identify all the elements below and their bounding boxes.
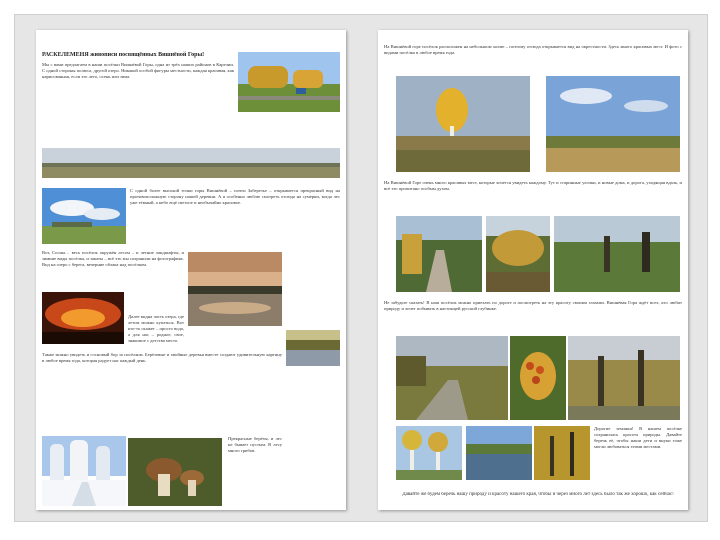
country-road-photo <box>396 336 508 420</box>
paragraph-bay: Далее видна часть озера, где летом можно купаться. Вот кто-то скажет – просто вода, а для нас – родное, свое, знакомое с детства место. <box>128 314 184 343</box>
intro-paragraph: Мы с вами предлагаем в наши посёлки Вишнёвой Горы, одна из трёх наших районов в Карелии. С одной стороны полюса, другой озеро. Никакой особой фигуры местности, каждая красивая, как нарисованная, если это лето, осень или зима. <box>42 62 234 79</box>
paragraph-mushrooms: Прекрасные берёзы, и лес не бывает пустым. В лесу много грибов. <box>228 436 282 453</box>
mushrooms-photo <box>128 438 222 506</box>
paragraph-view: С одной более высокой точки горы Вишнёвой – почти Заберезье – открывается прекрасный вид на противоположную сторону нашей деревни. А я особенно люблю смотреть отсюда на сумерки, когда лес уже тёмный, а небо ещё светлое и необычайно красивое. <box>130 188 340 205</box>
autumn-trees-photo <box>486 216 550 292</box>
paragraph-pines: Вот, Сосны… весь посёлок окружён лесом – и летние ландшафты, и зимние виды посёлка, и закаты – всё это мы сохранили на фотографиях. Вид на озеро с берега, вечерние облака над посёлком. <box>42 250 184 267</box>
snowy-road-photo <box>42 436 126 506</box>
right-page <box>378 30 688 510</box>
lake-trees-photo <box>286 330 340 366</box>
rowan-berries-photo <box>510 336 566 420</box>
autumn-birch-photo <box>396 76 530 172</box>
river-photo <box>466 426 532 480</box>
park-photo <box>554 216 680 292</box>
village-sky-photo <box>42 188 126 244</box>
page-heading: РАСКЕЛЕМЕНЯ живописи посвящённых Вишнёвой Горы! <box>42 52 205 58</box>
golden-forest-photo <box>534 426 590 480</box>
fire-sky-photo <box>42 292 124 344</box>
panorama-photo <box>42 148 340 178</box>
sidebar-note: Дорогие земляки! В нашем посёлке сохранилась красота природы. Давайте беречь её, чтобы наши дети и внуки тоже могли любоваться этими местами. <box>594 426 682 449</box>
birch-alley-photo <box>396 426 462 480</box>
left-page <box>36 30 346 510</box>
sky-field-photo <box>546 76 680 172</box>
paragraph-hill: На Вишнёвой горе посёлок расположен на небольшом холме – поэтому отсюда открывается вид на окрестности. Здесь много красивых мест. И фото с видами посёлка в любое время года. <box>384 44 682 55</box>
forest-road-photo <box>396 216 482 292</box>
birches-photo <box>238 52 340 112</box>
paragraph-forest: Также можно увидеть и сосновый бор за посёлком. Берёзовые и хвойные деревья вместе создают удивительную картину в любое время года, которая радует нас каждый день. <box>42 352 282 363</box>
paragraph-streets: На Вишнёвой Горе очень много красивых мест, которые хочется увидеть каждому. Тут и старинные улочки, и новые дома, и дорога, уходящая вдаль, и всё это пропитано особым духом. <box>384 180 682 191</box>
paragraph-visit: Не забудьте сказать! В наш посёлок можно приехать по дороге и посмотреть на эту красоту своими глазами. Вишнёвая Гора ждёт всех, кто любит природу и хочет побывать в настоящей русской глубинке. <box>384 300 682 311</box>
stream-forest-photo <box>568 336 680 420</box>
bottom-caption: Давайте же будем беречь нашу природу и красоту нашего края, чтобы и через много лет здесь было так же хорошо, как сейчас! <box>402 492 674 497</box>
sunset-lake-photo <box>188 252 282 326</box>
